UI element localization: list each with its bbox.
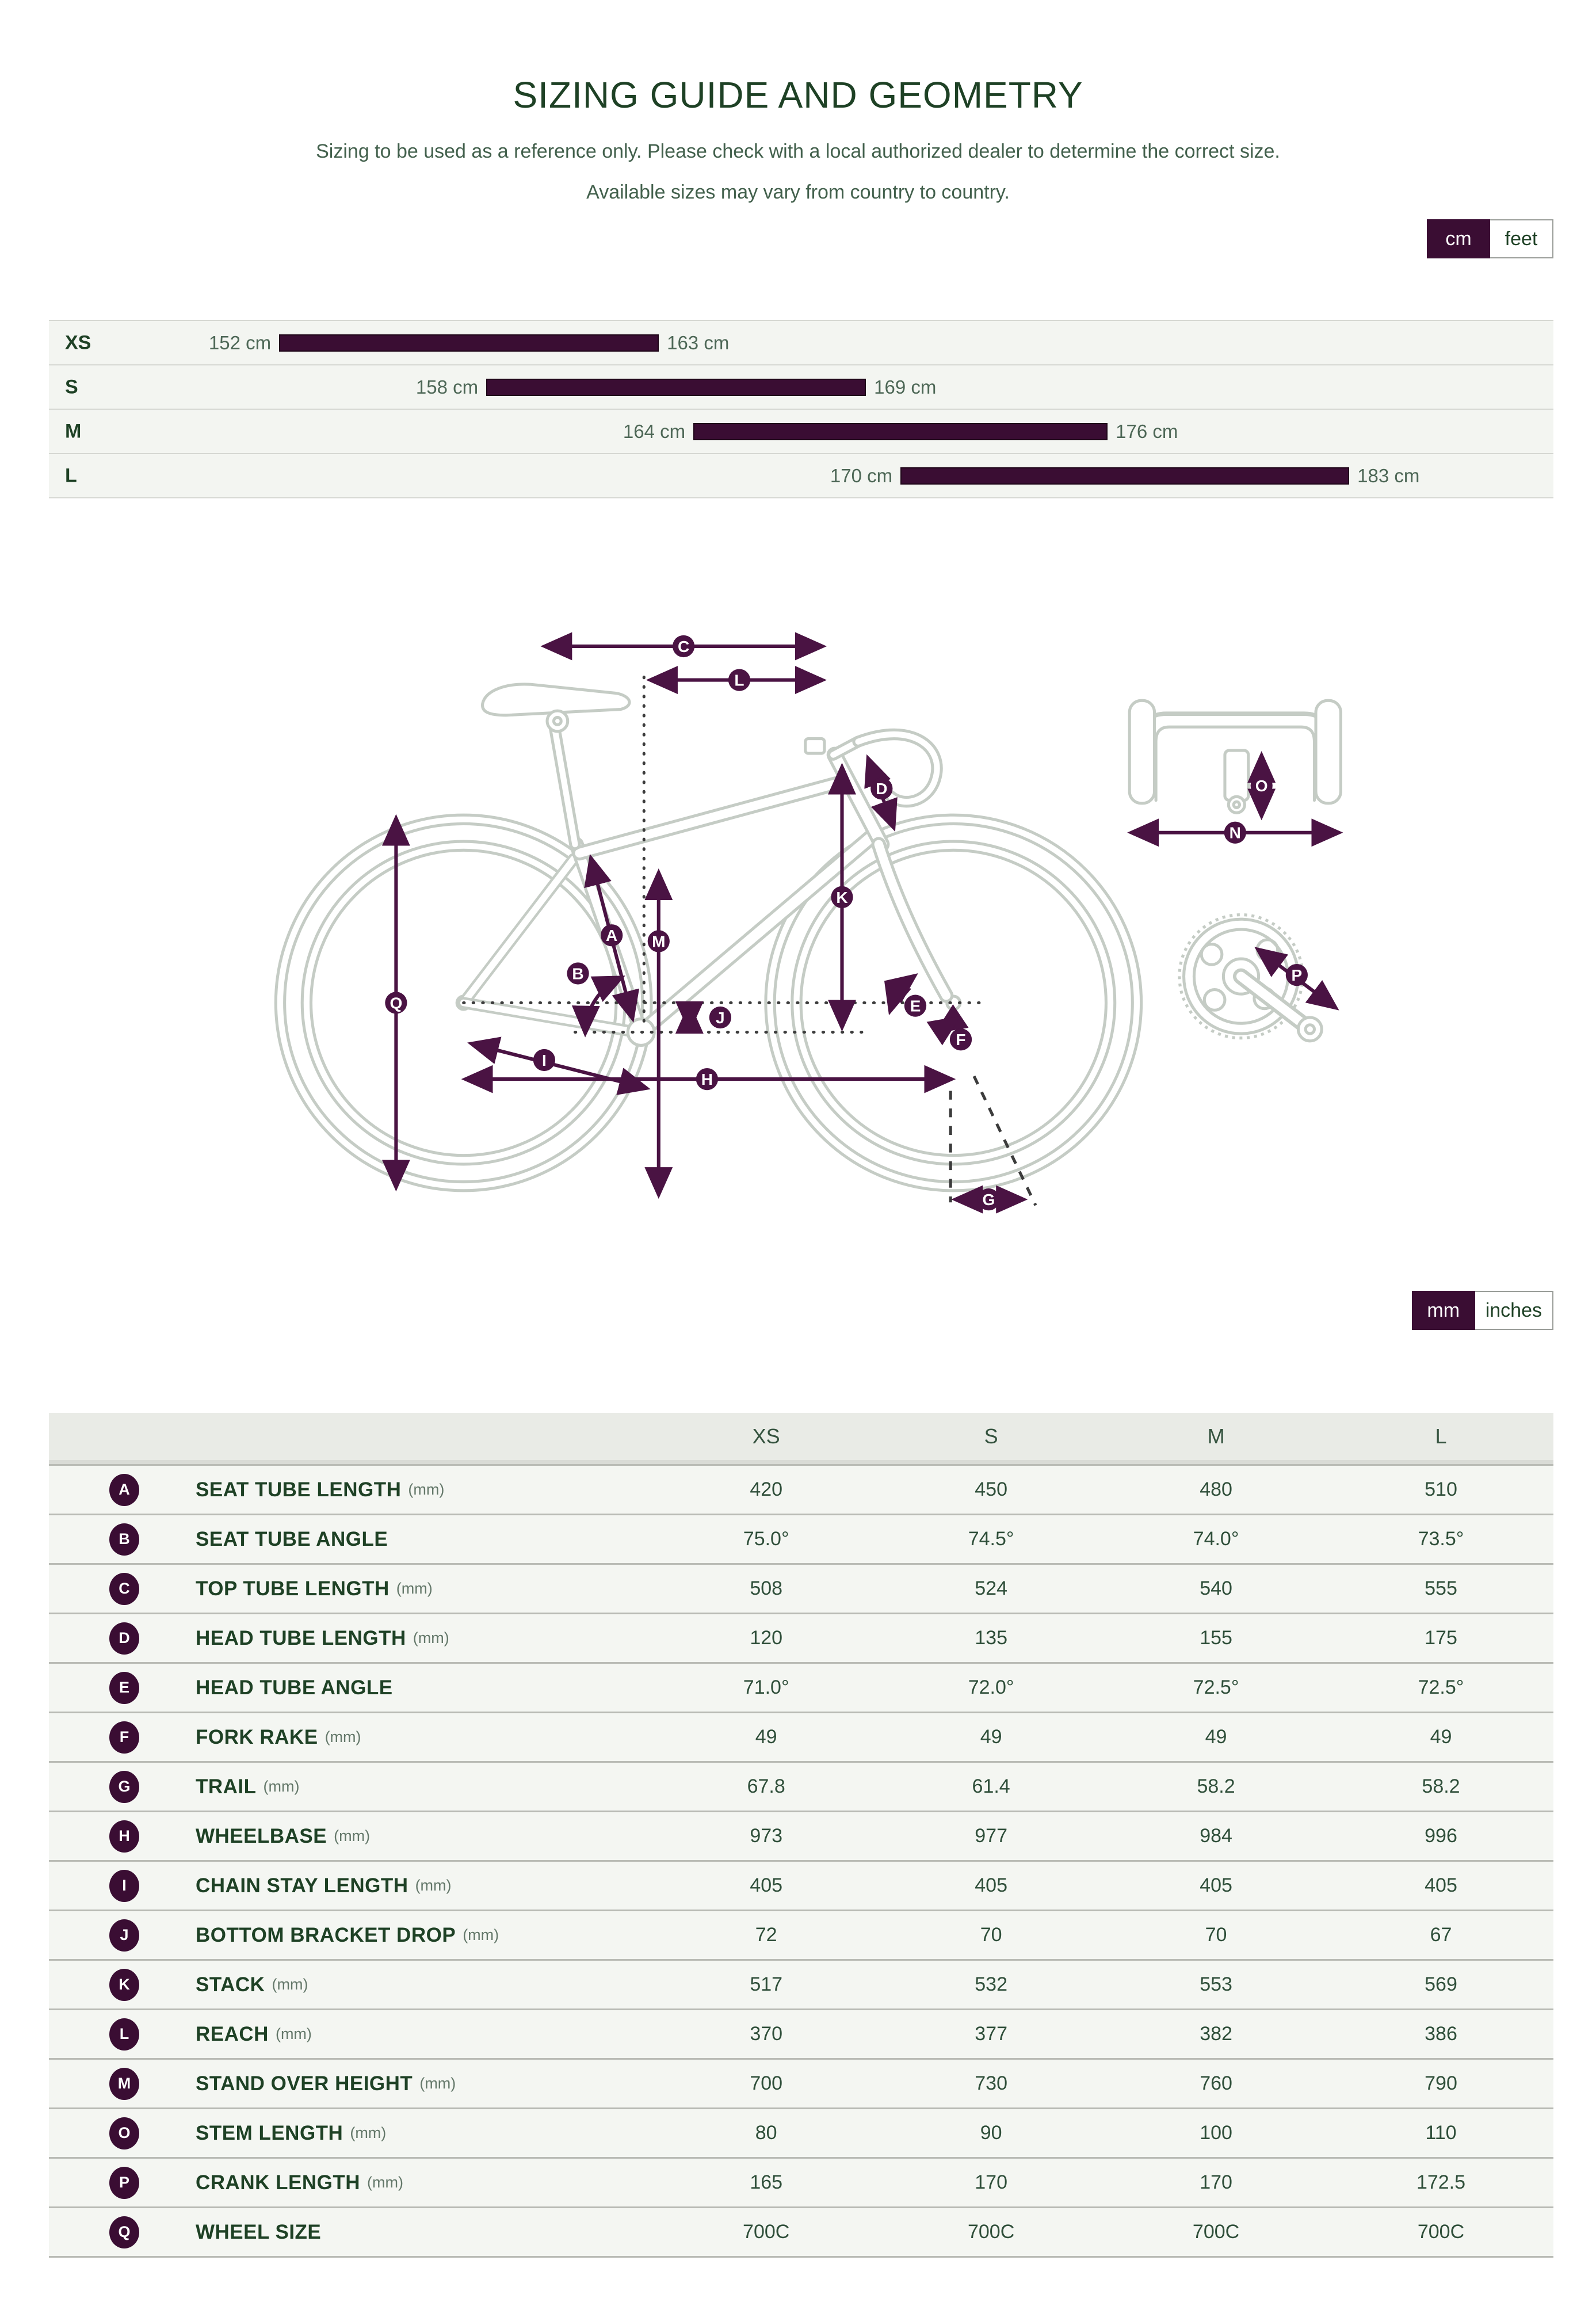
row-label: SEAT TUBE ANGLE — [196, 1527, 388, 1550]
geometry-value: 555 — [1425, 1577, 1457, 1599]
row-label: REACH — [196, 2022, 269, 2045]
measurement-arrows — [396, 646, 1022, 1199]
row-letter-badge: O — [109, 2117, 139, 2149]
max-height-label: 169 cm — [874, 376, 937, 398]
geometry-row-c — [49, 1563, 1553, 1613]
geometry-value: 450 — [975, 1478, 1007, 1500]
size-row-xs — [49, 320, 1553, 364]
geometry-row-q — [49, 2206, 1553, 2258]
svg-text:C: C — [678, 637, 690, 655]
svg-text:A: A — [606, 927, 618, 945]
geometry-value: 170 — [975, 2171, 1007, 2193]
geometry-value: 49 — [1205, 1726, 1227, 1748]
size-guide-chart — [49, 320, 1553, 498]
geometry-value: 49 — [980, 1726, 1002, 1748]
geometry-value: 67 — [1430, 1924, 1452, 1946]
geometry-value: 984 — [1200, 1825, 1232, 1847]
geometry-value: 532 — [975, 1973, 1007, 1995]
geometry-value: 120 — [750, 1627, 783, 1649]
geometry-value: 760 — [1200, 2072, 1232, 2094]
geometry-value: 405 — [1425, 1874, 1457, 1896]
geometry-value: 175 — [1425, 1627, 1457, 1649]
max-height-label: 176 cm — [1116, 420, 1178, 442]
geometry-row-i — [49, 1860, 1553, 1910]
row-unit: (mm) — [272, 1976, 308, 1993]
size-row-l — [49, 453, 1553, 498]
size-name-label: S — [65, 376, 78, 398]
geometry-value: 172.5 — [1416, 2171, 1466, 2193]
page-subtitle — [0, 131, 1596, 213]
geometry-value: 700C — [1417, 2221, 1465, 2243]
geometry-value: 405 — [1200, 1874, 1232, 1896]
subtitle-line-2: Available sizes may vary from country to country. — [586, 181, 1010, 203]
max-height-label: 183 cm — [1357, 464, 1420, 486]
size-name-label: M — [65, 420, 82, 442]
geometry-value: 508 — [750, 1577, 783, 1599]
geometry-value: 90 — [980, 2122, 1002, 2144]
geometry-value: 973 — [750, 1825, 783, 1847]
row-label: CHAIN STAY LENGTH — [196, 1874, 408, 1897]
row-unit: (mm) — [350, 2124, 387, 2141]
geometry-value: 49 — [755, 1726, 777, 1748]
geometry-value: 58.2 — [1197, 1775, 1235, 1797]
svg-text:O: O — [1255, 777, 1268, 795]
max-height-label: 163 cm — [667, 331, 730, 353]
geometry-value: 382 — [1200, 2023, 1232, 2045]
svg-text:Q: Q — [390, 994, 403, 1012]
row-label: WHEELBASE — [196, 1824, 327, 1847]
svg-text:I: I — [542, 1051, 547, 1069]
height-unit-feet-button[interactable]: feet — [1490, 219, 1553, 258]
svg-text:H: H — [701, 1070, 713, 1089]
row-unit: (mm) — [415, 1877, 452, 1894]
svg-text:P: P — [1291, 966, 1303, 985]
column-header-m: M — [1207, 1424, 1225, 1448]
column-header-s: S — [984, 1424, 998, 1448]
row-unit: (mm) — [334, 1827, 371, 1844]
geometry-diagram — [0, 609, 1596, 1263]
row-letter-badge: Q — [109, 2216, 139, 2248]
height-unit-toggle — [1427, 219, 1553, 258]
geometry-value: 75.0° — [743, 1528, 789, 1550]
row-letter-badge: K — [109, 1969, 139, 2001]
row-label: STAND OVER HEIGHT — [196, 2072, 413, 2095]
geometry-value: 700C — [1192, 2221, 1240, 2243]
geometry-value: 72.0° — [968, 1676, 1014, 1698]
height-range-bar — [693, 423, 1108, 440]
geometry-row-p — [49, 2157, 1553, 2206]
row-unit: (mm) — [263, 1778, 300, 1795]
min-height-label: 164 cm — [623, 420, 686, 442]
geometry-value: 70 — [1205, 1924, 1227, 1946]
row-label: WHEEL SIZE — [196, 2220, 322, 2243]
subtitle-line-1: Sizing to be used as a reference only. Please check with a local authorized dealer to determine the correct size. — [316, 140, 1280, 162]
crankset-view — [1179, 915, 1335, 1041]
row-letter-badge: J — [109, 1919, 139, 1952]
row-label: FORK RAKE — [196, 1725, 318, 1748]
geometry-row-m — [49, 2058, 1553, 2107]
row-label: BOTTOM BRACKET DROP — [196, 1923, 456, 1946]
height-range-bar — [486, 379, 866, 396]
row-letter-badge: F — [109, 1721, 139, 1754]
row-unit: (mm) — [396, 1580, 433, 1597]
geometry-value: 480 — [1200, 1478, 1232, 1500]
geometry-value: 155 — [1200, 1627, 1232, 1649]
geometry-value: 165 — [750, 2171, 783, 2193]
min-height-label: 158 cm — [415, 376, 479, 398]
svg-text:E: E — [910, 997, 921, 1015]
geometry-value: 72 — [755, 1924, 777, 1946]
geometry-row-f — [49, 1712, 1553, 1761]
geometry-value: 524 — [975, 1577, 1007, 1599]
row-label: HEAD TUBE LENGTH — [196, 1626, 406, 1649]
row-letter-badge: C — [109, 1573, 139, 1605]
geometry-unit-mm-button[interactable]: mm — [1412, 1291, 1475, 1330]
row-label: STACK — [196, 1973, 265, 1996]
height-range-bar — [900, 467, 1349, 485]
row-unit: (mm) — [366, 2174, 403, 2191]
geometry-value: 700C — [967, 2221, 1015, 2243]
row-letter-badge: L — [109, 2018, 139, 2051]
height-unit-cm-button[interactable]: cm — [1427, 219, 1490, 258]
height-range-bar — [279, 334, 659, 352]
svg-text:B: B — [572, 965, 584, 983]
geometry-value: 49 — [1430, 1726, 1452, 1748]
geometry-value: 553 — [1200, 1973, 1232, 1995]
row-letter-badge: A — [109, 1474, 139, 1506]
row-letter-badge: D — [109, 1622, 139, 1655]
row-letter-badge: G — [109, 1771, 139, 1803]
svg-text:J: J — [716, 1008, 725, 1027]
svg-text:M: M — [652, 932, 666, 951]
row-label: CRANK LENGTH — [196, 2171, 360, 2194]
row-letter-badge: I — [109, 1870, 139, 1902]
geometry-row-e — [49, 1662, 1553, 1712]
geometry-value: 386 — [1425, 2023, 1457, 2045]
geometry-value: 700C — [743, 2221, 790, 2243]
geometry-table — [49, 1413, 1553, 2258]
geometry-value: 510 — [1425, 1478, 1457, 1500]
row-letter-badge: E — [109, 1672, 139, 1704]
size-row-s — [49, 364, 1553, 409]
geometry-value: 73.5° — [1418, 1528, 1464, 1550]
min-height-label: 170 cm — [830, 464, 893, 486]
geometry-value: 405 — [750, 1874, 783, 1896]
row-label: TRAIL — [196, 1775, 257, 1798]
geometry-value: 70 — [980, 1924, 1002, 1946]
geometry-value: 110 — [1425, 2122, 1457, 2144]
row-label: STEM LENGTH — [196, 2121, 343, 2144]
column-header-l: L — [1435, 1424, 1447, 1448]
geometry-row-j — [49, 1910, 1553, 1959]
geometry-value: 72.5° — [1193, 1676, 1239, 1698]
row-unit: (mm) — [324, 1728, 361, 1745]
svg-text:K: K — [836, 888, 848, 906]
svg-text:L: L — [734, 671, 744, 689]
svg-text:D: D — [876, 780, 888, 798]
row-unit: (mm) — [419, 2075, 456, 2092]
handlebar-top-view — [1129, 700, 1341, 832]
row-unit: (mm) — [275, 2025, 312, 2042]
geometry-value: 61.4 — [972, 1775, 1010, 1797]
size-name-label: XS — [65, 331, 91, 353]
svg-text:F: F — [956, 1031, 966, 1049]
geometry-value: 100 — [1200, 2122, 1232, 2144]
bike-side-view — [276, 684, 1141, 1191]
geometry-value: 977 — [975, 1825, 1007, 1847]
row-letter-badge: H — [109, 1820, 139, 1853]
geometry-value: 74.5° — [968, 1528, 1014, 1550]
geometry-value: 569 — [1425, 1973, 1457, 1995]
geometry-value: 170 — [1200, 2171, 1232, 2193]
row-letter-badge: P — [109, 2167, 139, 2199]
geometry-row-a — [49, 1464, 1553, 1514]
row-label: SEAT TUBE LENGTH — [196, 1478, 402, 1501]
geometry-value: 517 — [750, 1973, 783, 1995]
row-label: HEAD TUBE ANGLE — [196, 1676, 393, 1699]
geometry-value: 996 — [1425, 1825, 1457, 1847]
geometry-value: 420 — [750, 1478, 783, 1500]
geometry-row-b — [49, 1514, 1553, 1563]
geometry-unit-toggle — [1412, 1291, 1553, 1330]
geometry-value: 377 — [975, 2023, 1007, 2045]
min-height-label: 152 cm — [208, 331, 272, 353]
geometry-value: 540 — [1200, 1577, 1232, 1599]
row-letter-badge: B — [109, 1523, 139, 1556]
row-label: TOP TUBE LENGTH — [196, 1577, 390, 1600]
row-letter-badge: M — [109, 2068, 139, 2100]
geometry-value: 72.5° — [1418, 1676, 1464, 1698]
geometry-value: 67.8 — [747, 1775, 785, 1797]
geometry-row-o — [49, 2107, 1553, 2157]
page-title: SIZING GUIDE AND GEOMETRY — [513, 74, 1083, 116]
geometry-value: 730 — [975, 2072, 1007, 2094]
geometry-row-h — [49, 1811, 1553, 1860]
geometry-value: 790 — [1425, 2072, 1457, 2094]
svg-text:N: N — [1229, 824, 1241, 842]
geometry-value: 405 — [975, 1874, 1007, 1896]
geometry-row-d — [49, 1613, 1553, 1662]
geometry-value: 135 — [975, 1627, 1007, 1649]
svg-text:G: G — [982, 1191, 995, 1209]
row-unit: (mm) — [413, 1629, 449, 1647]
geometry-value: 58.2 — [1422, 1775, 1460, 1797]
geometry-value: 80 — [755, 2122, 777, 2144]
geometry-row-k — [49, 1959, 1553, 2008]
geometry-value: 700 — [750, 2072, 783, 2094]
geometry-value: 370 — [750, 2023, 783, 2045]
geometry-value: 71.0° — [743, 1676, 789, 1698]
geometry-row-g — [49, 1761, 1553, 1811]
size-name-label: L — [65, 464, 77, 486]
geometry-value: 74.0° — [1193, 1528, 1239, 1550]
geometry-unit-inches-button[interactable]: inches — [1475, 1291, 1553, 1330]
row-unit: (mm) — [463, 1926, 499, 1943]
size-row-m — [49, 409, 1553, 453]
row-unit: (mm) — [408, 1481, 445, 1498]
geometry-table-header — [49, 1413, 1553, 1464]
column-header-xs: XS — [752, 1424, 780, 1448]
geometry-row-l — [49, 2008, 1553, 2058]
